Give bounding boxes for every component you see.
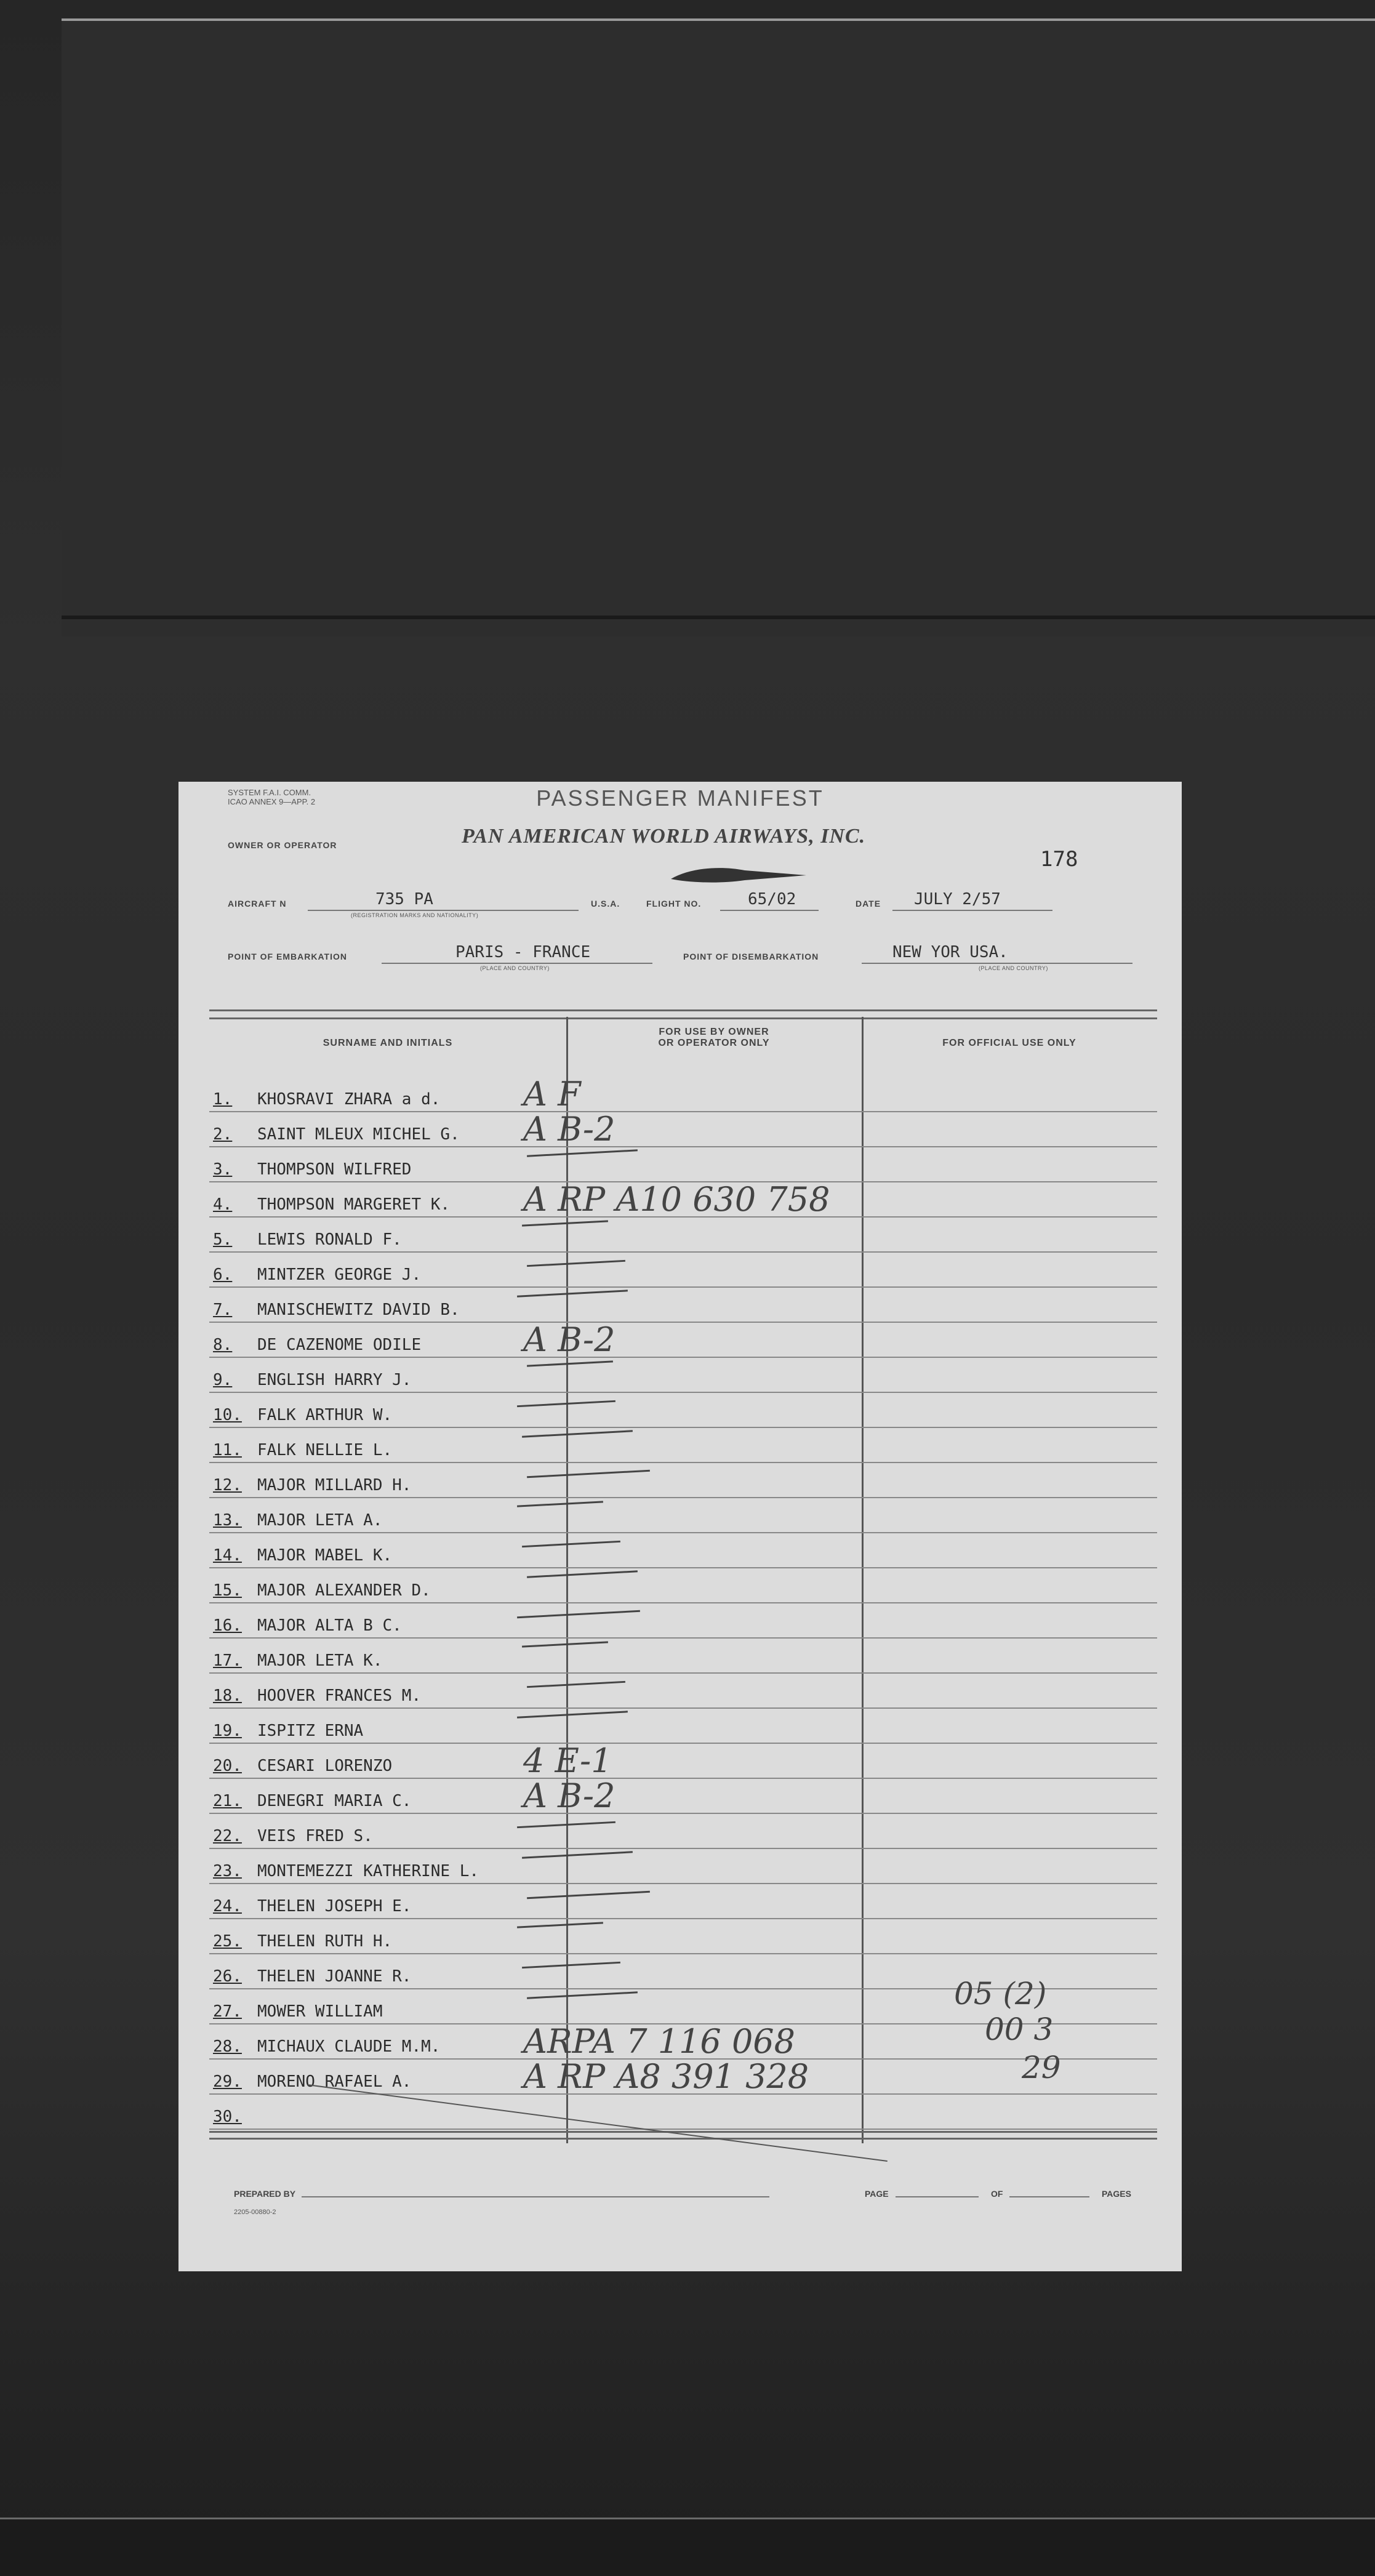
handwritten-dash bbox=[527, 1570, 638, 1578]
passenger-number: 10. bbox=[213, 1406, 242, 1424]
passenger-name: MAJOR ALEXANDER D. bbox=[257, 1581, 431, 1600]
table-row bbox=[209, 1497, 1157, 1533]
table-row bbox=[209, 1076, 1157, 1112]
passenger-name: MOWER WILLIAM bbox=[257, 2002, 383, 2021]
handwritten-dash bbox=[517, 1501, 603, 1507]
handwritten-dash bbox=[527, 1681, 625, 1688]
passenger-name: DENEGRI MARIA C. bbox=[257, 1792, 412, 1810]
manifest-sheet bbox=[178, 782, 1182, 2271]
embark-label: POINT OF EMBARKATION bbox=[228, 952, 347, 961]
handwritten-dash bbox=[517, 1821, 615, 1828]
handwritten-dash bbox=[517, 1290, 628, 1297]
passenger-number: 26. bbox=[213, 1967, 242, 1986]
flight-label: FLIGHT NO. bbox=[646, 899, 702, 909]
passenger-number: 8. bbox=[213, 1336, 233, 1354]
page-number: 178 bbox=[1040, 847, 1078, 872]
prepared-label: PREPARED BY bbox=[234, 2189, 296, 2199]
column-header-official: FOR OFFICIAL USE ONLY bbox=[942, 1038, 1076, 1048]
passenger-table bbox=[209, 1009, 1157, 2139]
passenger-number: 1. bbox=[213, 1090, 233, 1109]
of-label: OF bbox=[991, 2189, 1003, 2199]
handwritten-mark: A F bbox=[523, 1075, 581, 1113]
handwritten-dash bbox=[527, 1991, 638, 1999]
passenger-name: MONTEMEZZI KATHERINE L. bbox=[257, 1862, 479, 1880]
handwritten-mark: A RP A8 391 328 bbox=[523, 2057, 809, 2096]
passenger-name: MINTZER GEORGE J. bbox=[257, 1266, 422, 1284]
table-row bbox=[209, 1216, 1157, 1253]
of-line bbox=[1009, 2196, 1089, 2197]
handwritten-dash bbox=[517, 1610, 640, 1618]
table-bottom-rule bbox=[209, 2131, 1157, 2140]
passenger-name: FALK ARTHUR W. bbox=[257, 1406, 393, 1424]
passenger-number: 24. bbox=[213, 1897, 242, 1916]
handwritten-mark: A B-2 bbox=[523, 1320, 615, 1359]
system-note-line: ICAO ANNEX 9—APP. 2 bbox=[228, 797, 316, 806]
passenger-number: 13. bbox=[213, 1511, 242, 1530]
table-row bbox=[209, 1111, 1157, 1147]
form-code: 2205-00880-2 bbox=[234, 2209, 276, 2216]
handwritten-mark: A B-2 bbox=[523, 1776, 615, 1815]
passenger-name: MANISCHEWITZ DAVID B. bbox=[257, 1301, 460, 1319]
handwritten-dash bbox=[522, 1962, 620, 1968]
disembark-value: NEW YOR USA. bbox=[892, 943, 1008, 961]
pages-label: PAGES bbox=[1102, 2189, 1131, 2199]
passenger-name: ISPITZ ERNA bbox=[257, 1722, 364, 1740]
passenger-number: 23. bbox=[213, 1862, 242, 1880]
passenger-number: 12. bbox=[213, 1476, 242, 1495]
table-row bbox=[209, 1357, 1157, 1393]
column-header-surname: SURNAME AND INITIALS bbox=[323, 1038, 453, 1048]
passenger-number: 22. bbox=[213, 1827, 242, 1845]
table-top-rule bbox=[209, 1009, 1157, 1019]
table-row bbox=[209, 1286, 1157, 1323]
passenger-number: 15. bbox=[213, 1581, 242, 1600]
prepared-line bbox=[302, 2196, 769, 2197]
handwritten-mark: 4 E-1 bbox=[523, 1741, 612, 1780]
passenger-name: MAJOR ALTA B C. bbox=[257, 1616, 402, 1635]
table-row bbox=[209, 1462, 1157, 1498]
handwritten-mark: A B-2 bbox=[523, 1110, 615, 1149]
scan-upper-strip bbox=[62, 18, 1375, 636]
page-label: PAGE bbox=[865, 2189, 889, 2199]
passenger-number: 4. bbox=[213, 1195, 233, 1214]
passenger-name: MORENO RAFAEL A. bbox=[257, 2072, 412, 2091]
passenger-number: 16. bbox=[213, 1616, 242, 1635]
table-row bbox=[209, 1532, 1157, 1568]
passenger-number: 19. bbox=[213, 1722, 242, 1740]
passenger-name: LEWIS RONALD F. bbox=[257, 1230, 402, 1249]
handwritten-dash bbox=[527, 1260, 625, 1267]
embark-sub: (PLACE AND COUNTRY) bbox=[480, 965, 550, 971]
handwritten-dash bbox=[517, 1711, 628, 1718]
handwritten-mark: A RP A10 630 758 bbox=[523, 1180, 830, 1219]
table-row bbox=[209, 1322, 1157, 1358]
table-row bbox=[209, 1743, 1157, 1779]
date-label: DATE bbox=[856, 899, 881, 909]
passenger-name: THOMPSON MARGERET K. bbox=[257, 1195, 451, 1214]
passenger-name: KHOSRAVI ZHARA a d. bbox=[257, 1090, 441, 1109]
passenger-name: ENGLISH HARRY J. bbox=[257, 1371, 412, 1389]
date-line bbox=[892, 910, 1052, 911]
passenger-name: MAJOR MILLARD H. bbox=[257, 1476, 412, 1495]
passenger-number: 2. bbox=[213, 1125, 233, 1144]
handwritten-dash bbox=[527, 1891, 650, 1899]
tally-line-2: 00 3 bbox=[985, 2012, 1054, 2047]
passenger-number: 25. bbox=[213, 1932, 242, 1951]
handwritten-dash bbox=[522, 1541, 620, 1547]
handwritten-dash bbox=[522, 1220, 608, 1226]
aircraft-value: 735 PA bbox=[375, 890, 433, 909]
aircraft-sub: (REGISTRATION MARKS AND NATIONALITY) bbox=[351, 912, 479, 918]
passenger-number: 28. bbox=[213, 2037, 242, 2056]
passenger-name: SAINT MLEUX MICHEL G. bbox=[257, 1125, 460, 1144]
passenger-number: 17. bbox=[213, 1651, 242, 1670]
passenger-name: THOMPSON WILFRED bbox=[257, 1160, 412, 1179]
handwritten-dash bbox=[522, 1851, 633, 1858]
owner-name: PAN AMERICAN WORLD AIRWAYS, INC. bbox=[462, 825, 866, 848]
table-row bbox=[209, 1637, 1157, 1674]
embark-value: PARIS - FRANCE bbox=[455, 943, 591, 961]
handwritten-dash bbox=[527, 1360, 613, 1366]
disembark-label: POINT OF DISEMBARKATION bbox=[683, 952, 819, 961]
passenger-name: CESARI LORENZO bbox=[257, 1757, 393, 1775]
table-row bbox=[209, 1392, 1157, 1428]
date-value: JULY 2/57 bbox=[914, 890, 1001, 909]
passenger-number: 30. bbox=[213, 2108, 242, 2126]
flight-value: 65/02 bbox=[748, 890, 796, 909]
tally-line-1: 05 (2) bbox=[954, 1976, 1047, 2012]
table-row bbox=[209, 2093, 1157, 2130]
passenger-number: 21. bbox=[213, 1792, 242, 1810]
passenger-number: 6. bbox=[213, 1266, 233, 1284]
disembark-line bbox=[862, 963, 1132, 964]
table-row bbox=[209, 1567, 1157, 1603]
handwritten-dash bbox=[517, 1400, 615, 1407]
table-row bbox=[209, 1602, 1157, 1639]
passenger-number: 18. bbox=[213, 1687, 242, 1705]
embark-line bbox=[382, 963, 652, 964]
passenger-number: 7. bbox=[213, 1301, 233, 1319]
passenger-name: THELEN RUTH H. bbox=[257, 1932, 393, 1951]
passenger-number: 20. bbox=[213, 1757, 242, 1775]
table-row bbox=[209, 1181, 1157, 1218]
table-row bbox=[209, 1707, 1157, 1744]
usa-label: U.S.A. bbox=[591, 899, 620, 909]
table-row bbox=[209, 1813, 1157, 1849]
scan-fold-line bbox=[62, 616, 1375, 619]
table-row bbox=[209, 1918, 1157, 1954]
table-row bbox=[209, 1672, 1157, 1709]
airline-logo bbox=[665, 862, 812, 886]
passenger-number: 9. bbox=[213, 1371, 233, 1389]
handwritten-dash bbox=[527, 1149, 638, 1157]
table-row bbox=[209, 1251, 1157, 1288]
passenger-name: HOOVER FRANCES M. bbox=[257, 1687, 422, 1705]
table-row bbox=[209, 1146, 1157, 1182]
disembark-sub: (PLACE AND COUNTRY) bbox=[979, 965, 1048, 971]
passenger-name: DE CAZENOME ODILE bbox=[257, 1336, 422, 1354]
passenger-name: MAJOR LETA A. bbox=[257, 1511, 383, 1530]
passenger-number: 11. bbox=[213, 1441, 242, 1459]
page-title: PASSENGER MANIFEST bbox=[536, 785, 824, 811]
handwritten-dash bbox=[522, 1641, 608, 1647]
column-header-owner-line: OR OPERATOR ONLY bbox=[658, 1038, 770, 1048]
handwritten-dash bbox=[517, 1922, 603, 1928]
passenger-name: THELEN JOANNE R. bbox=[257, 1967, 412, 1986]
passenger-number: 29. bbox=[213, 2072, 242, 2091]
passenger-name: VEIS FRED S. bbox=[257, 1827, 373, 1845]
handwritten-mark: ARPA 7 116 068 bbox=[523, 2022, 796, 2061]
aircraft-label: AIRCRAFT N bbox=[228, 899, 287, 909]
tally-line-3: 29 bbox=[1022, 2050, 1061, 2085]
page-line bbox=[896, 2196, 979, 2197]
table-row bbox=[209, 1883, 1157, 1919]
handwritten-dash bbox=[527, 1470, 650, 1478]
passenger-number: 3. bbox=[213, 1160, 233, 1179]
table-row bbox=[209, 1778, 1157, 1814]
table-row bbox=[209, 1427, 1157, 1463]
passenger-number: 27. bbox=[213, 2002, 242, 2021]
passenger-name: FALK NELLIE L. bbox=[257, 1441, 393, 1459]
flight-line bbox=[720, 910, 819, 911]
passenger-name: MAJOR LETA K. bbox=[257, 1651, 383, 1670]
column-header-owner bbox=[566, 1027, 862, 1049]
passenger-number: 14. bbox=[213, 1546, 242, 1565]
column-header-owner-line: FOR USE BY OWNER bbox=[659, 1027, 769, 1037]
passenger-name: THELEN JOSEPH E. bbox=[257, 1897, 412, 1916]
scan-lower-strip bbox=[0, 2518, 1375, 2576]
passenger-number: 5. bbox=[213, 1230, 233, 1249]
passenger-name: MICHAUX CLAUDE M.M. bbox=[257, 2037, 441, 2056]
system-note-line: SYSTEM F.A.I. COMM. bbox=[228, 788, 311, 797]
aircraft-line bbox=[308, 910, 579, 911]
table-row bbox=[209, 1848, 1157, 1884]
passenger-name: MAJOR MABEL K. bbox=[257, 1546, 393, 1565]
table-row bbox=[209, 2058, 1157, 2095]
owner-label: OWNER OR OPERATOR bbox=[228, 840, 337, 850]
handwritten-dash bbox=[522, 1430, 633, 1437]
